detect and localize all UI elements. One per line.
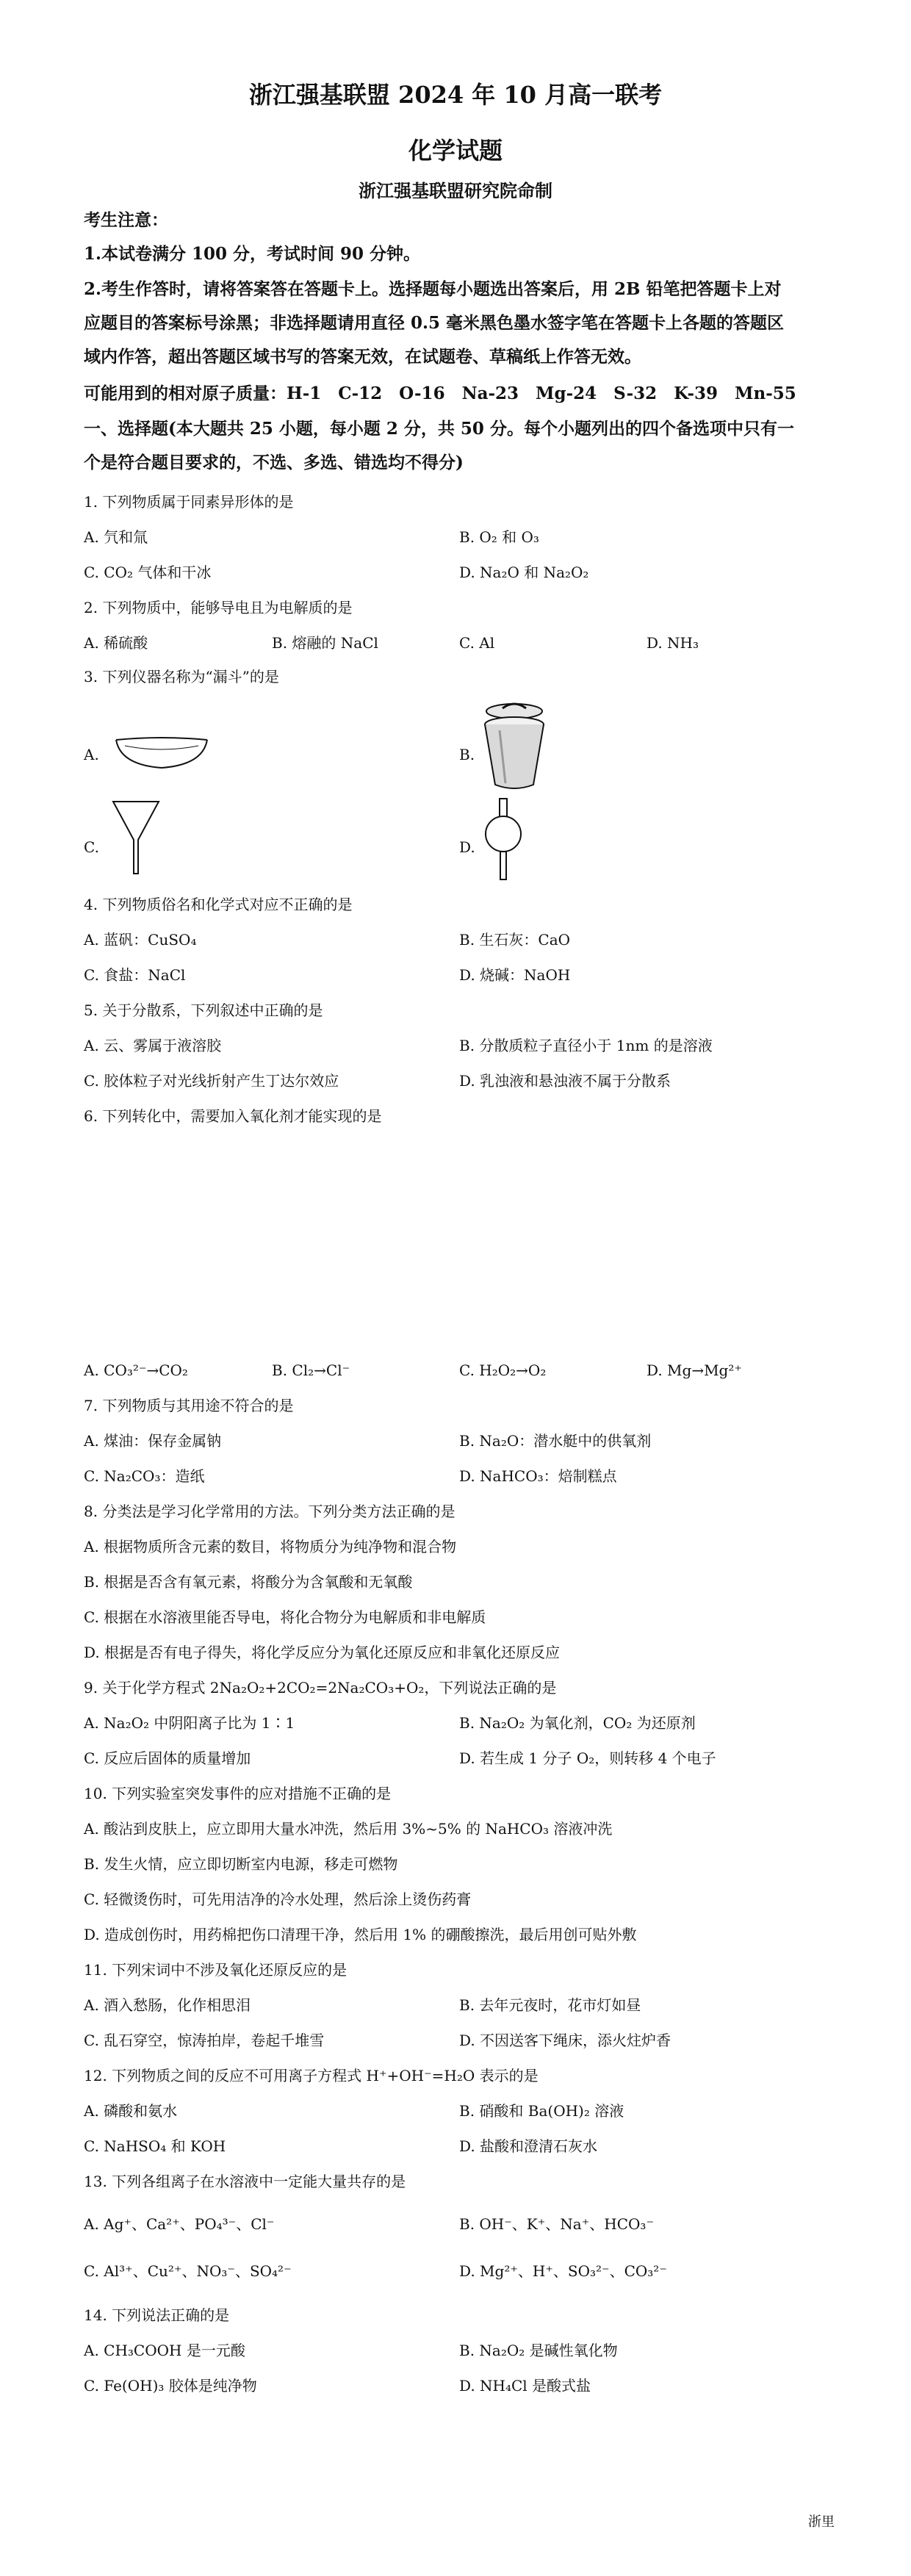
question-7-option-b: B. Na₂O：潜水艇中的供氧剂 bbox=[459, 1432, 652, 1450]
question-4-stem: 4. 下列物质俗名和化学式对应不正确的是 bbox=[84, 896, 353, 913]
question-14-stem: 14. 下列说法正确的是 bbox=[84, 2306, 230, 2324]
question-3-option-b: B. bbox=[459, 746, 475, 763]
question-8-stem: 8. 分类法是学习化学常用的方法。下列分类方法正确的是 bbox=[84, 1503, 455, 1520]
question-2-option-c: C. Al bbox=[459, 634, 495, 652]
question-8-option-d: D. 根据是否有电子得失，将化学反应分为氧化还原反应和非氧化还原反应 bbox=[84, 1644, 561, 1661]
question-3-stem: 3. 下列仪器名称为“漏斗”的是 bbox=[84, 668, 279, 686]
question-4-option-c: C. 食盐：NaCl bbox=[84, 966, 186, 984]
question-11-option-a: A. 酒入愁肠，化作相思泪 bbox=[84, 1996, 251, 2014]
question-5-option-d: D. 乳浊液和悬浊液不属于分散系 bbox=[459, 1072, 671, 1090]
question-8-option-a: A. 根据物质所含元素的数目，将物质分为纯净物和混合物 bbox=[84, 1538, 457, 1555]
question-12-option-c: C. NaHSO₄ 和 KOH bbox=[84, 2137, 226, 2155]
exam-author: 浙江强基联盟研究院命制 bbox=[359, 180, 552, 201]
notice-item-2-line-3: 域内作答，超出答题区域书写的答案无效，在试题卷、草稿纸上作答无效。 bbox=[84, 347, 641, 367]
question-11-option-c: C. 乱石穿空，惊涛拍岸，卷起千堆雪 bbox=[84, 2032, 325, 2049]
question-7-option-d: D. NaHCO₃：焙制糕点 bbox=[459, 1467, 617, 1485]
question-9-option-d: D. 若生成 1 分子 O₂，则转移 4 个电子 bbox=[459, 1749, 716, 1767]
question-5-option-a: A. 云、雾属于液溶胶 bbox=[84, 1037, 222, 1054]
question-2-option-d: D. NH₃ bbox=[647, 634, 699, 652]
question-7-option-a: A. 煤油：保存金属钠 bbox=[84, 1432, 222, 1450]
section-heading-line-1: 一、选择题(本大题共 25 小题，每小题 2 分，共 50 分。每个小题列出的四个备选项中只有一 bbox=[84, 419, 794, 439]
question-4-option-d: D. 烧碱：NaOH bbox=[459, 966, 571, 984]
notice-item-2-line-1: 2.考生作答时，请将答案答在答题卡上。选择题每小题选出答案后，用 2B 铅笔把答题卡上对 bbox=[84, 279, 782, 299]
question-2-option-b: B. 熔融的 NaCl bbox=[272, 634, 378, 652]
question-6-option-b: B. Cl₂→Cl⁻ bbox=[272, 1361, 350, 1379]
question-10-option-d: D. 造成创伤时，用药棉把伤口清理干净，然后用 1% 的硼酸擦洗，最后用创可贴外敷 bbox=[84, 1926, 637, 1943]
crucible-icon bbox=[478, 698, 551, 794]
section-heading-line-2: 个是符合题目要求的，不选、多选、错选均不得分) bbox=[84, 453, 464, 472]
question-9-option-c: C. 反应后固体的质量增加 bbox=[84, 1749, 251, 1767]
question-9-option-a: A. Na₂O₂ 中阴阳离子比为 1∶1 bbox=[84, 1714, 295, 1732]
question-10-stem: 10. 下列实验室突发事件的应对措施不正确的是 bbox=[84, 1785, 392, 1802]
question-6-option-c: C. H₂O₂→O₂ bbox=[459, 1361, 547, 1379]
question-9-stem: 9. 关于化学方程式 2Na₂O₂+2CO₂=2Na₂CO₃+O₂，下列说法正确的是 bbox=[84, 1679, 557, 1697]
exam-title: 浙江强基联盟 2024 年 10 月高一联考 bbox=[248, 81, 663, 109]
question-4-option-a: A. 蓝矾：CuSO₄ bbox=[84, 931, 197, 949]
question-6-option-a: A. CO₃²⁻→CO₂ bbox=[84, 1361, 188, 1379]
question-8-option-b: B. 根据是否含有氧元素，将酸分为含氧酸和无氧酸 bbox=[84, 1573, 413, 1591]
question-3-option-a: A. bbox=[84, 746, 99, 763]
question-10-option-c: C. 轻微烫伤时，可先用洁净的冷水处理，然后涂上烫伤药膏 bbox=[84, 1890, 472, 1908]
evaporating-dish-icon bbox=[110, 724, 213, 775]
question-12-option-b: B. 硝酸和 Ba(OH)₂ 溶液 bbox=[459, 2102, 624, 2120]
question-11-stem: 11. 下列宋词中不涉及氧化还原反应的是 bbox=[84, 1961, 348, 1979]
question-3-option-d: D. bbox=[459, 838, 475, 856]
question-13-stem: 13. 下列各组离子在水溶液中一定能大量共存的是 bbox=[84, 2173, 406, 2190]
question-8-option-c: C. 根据在水溶液里能否导电，将化合物分为电解质和非电解质 bbox=[84, 1608, 486, 1626]
question-13-option-b: B. OH⁻、K⁺、Na⁺、HCO₃⁻ bbox=[459, 2215, 654, 2233]
question-6-stem: 6. 下列转化中，需要加入氧化剂才能实现的是 bbox=[84, 1107, 382, 1125]
notice-item-1: 1.本试卷满分 100 分，考试时间 90 分钟。 bbox=[84, 244, 421, 264]
question-12-option-d: D. 盐酸和澄清石灰水 bbox=[459, 2137, 598, 2155]
atomic-masses: 可能用到的相对原子质量：H-1 C-12 O-16 Na-23 Mg-24 S-32 K-39 Mn-55 bbox=[84, 384, 796, 403]
question-7-option-c: C. Na₂CO₃：造纸 bbox=[84, 1467, 205, 1485]
question-13-option-d: D. Mg²⁺、H⁺、SO₃²⁻、CO₃²⁻ bbox=[459, 2262, 667, 2280]
notice-heading: 考生注意： bbox=[84, 210, 168, 230]
question-13-option-c: C. Al³⁺、Cu²⁺、NO₃⁻、SO₄²⁻ bbox=[84, 2262, 292, 2280]
question-5-option-c: C. 胶体粒子对光线折射产生丁达尔效应 bbox=[84, 1072, 339, 1090]
question-12-stem: 12. 下列物质之间的反应不可用离子方程式 H⁺+OH⁻=H₂O 表示的是 bbox=[84, 2067, 539, 2084]
funnel-icon bbox=[110, 797, 162, 878]
exam-subject: 化学试题 bbox=[408, 137, 503, 165]
question-13-option-a: A. Ag⁺、Ca²⁺、PO₄³⁻、Cl⁻ bbox=[84, 2215, 275, 2233]
question-4-option-b: B. 生石灰：CaO bbox=[459, 931, 571, 949]
question-6-option-d: D. Mg→Mg²⁺ bbox=[647, 1361, 742, 1379]
question-1-option-b: B. O₂ 和 O₃ bbox=[459, 528, 539, 546]
question-10-option-b: B. 发生火情，应立即切断室内电源，移走可燃物 bbox=[84, 1855, 398, 1873]
question-1-option-d: D. Na₂O 和 Na₂O₂ bbox=[459, 564, 589, 581]
question-9-option-b: B. Na₂O₂ 为氧化剂，CO₂ 为还原剂 bbox=[459, 1714, 696, 1732]
question-14-option-a: A. CH₃COOH 是一元酸 bbox=[84, 2342, 245, 2359]
question-1-option-c: C. CO₂ 气体和干冰 bbox=[84, 564, 212, 581]
question-10-option-a: A. 酸沾到皮肤上，应立即用大量水冲洗，然后用 3%~5% 的 NaHCO₃ 溶液冲洗 bbox=[84, 1820, 613, 1838]
question-11-option-b: B. 去年元夜时，花市灯如昼 bbox=[459, 1996, 641, 2014]
question-2-stem: 2. 下列物质中，能够导电且为电解质的是 bbox=[84, 599, 353, 616]
question-14-option-b: B. Na₂O₂ 是碱性氧化物 bbox=[459, 2342, 618, 2359]
question-5-stem: 5. 关于分散系，下列叙述中正确的是 bbox=[84, 1001, 323, 1019]
separatory-funnel-icon bbox=[478, 797, 529, 885]
question-7-stem: 7. 下列物质与其用途不符合的是 bbox=[84, 1397, 294, 1414]
notice-item-2-line-2: 应题目的答案标号涂黑；非选择题请用直径 0.5 毫米黑色墨水签字笔在答题卡上各题的答题区 bbox=[84, 313, 785, 333]
question-3-option-c: C. bbox=[84, 838, 99, 856]
page-footer: 浙里 bbox=[808, 2514, 835, 2530]
question-5-option-b: B. 分散质粒子直径小于 1nm 的是溶液 bbox=[459, 1037, 713, 1054]
question-1-stem: 1. 下列物质属于同素异形体的是 bbox=[84, 493, 294, 511]
question-14-option-c: C. Fe(OH)₃ 胶体是纯净物 bbox=[84, 2377, 257, 2395]
question-12-option-a: A. 磷酸和氨水 bbox=[84, 2102, 178, 2120]
question-2-option-a: A. 稀硫酸 bbox=[84, 634, 148, 652]
question-11-option-d: D. 不因送客下绳床，添火炷炉香 bbox=[459, 2032, 671, 2049]
question-1-option-a: A. 氕和氚 bbox=[84, 528, 148, 546]
question-14-option-d: D. NH₄Cl 是酸式盐 bbox=[459, 2377, 591, 2395]
